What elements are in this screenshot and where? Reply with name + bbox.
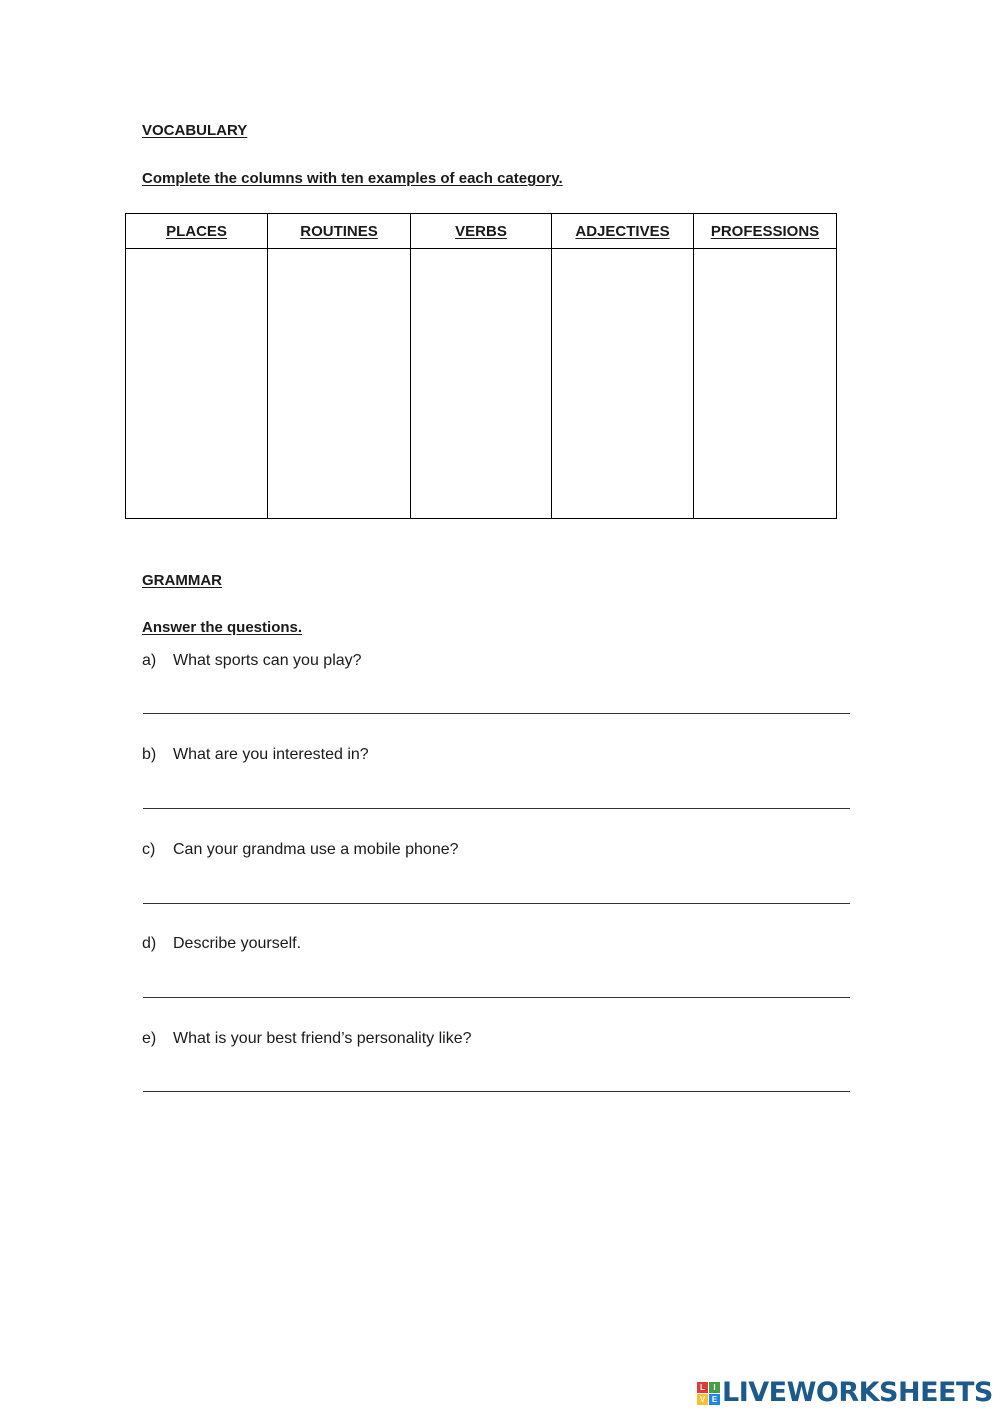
question-item	[142, 746, 369, 764]
question-text: What is your best friend’s personality like?	[173, 1030, 472, 1047]
answer-line-e[interactable]	[143, 1091, 850, 1092]
professions-answer-cell[interactable]	[694, 249, 837, 519]
vocabulary-heading: VOCABULARY	[142, 122, 248, 139]
logo-tile: V	[697, 1394, 708, 1405]
answer-line-b[interactable]	[143, 808, 850, 809]
question-item	[142, 841, 459, 859]
liveworksheets-logo	[697, 1376, 993, 1410]
logo-tile: I	[709, 1382, 720, 1393]
vocabulary-table	[125, 213, 837, 519]
question-letter: e)	[142, 1030, 157, 1047]
column-header-places: PLACES	[126, 214, 268, 249]
answer-line-a[interactable]	[143, 713, 850, 714]
adjectives-answer-cell[interactable]	[552, 249, 694, 519]
column-header-professions: PROFESSIONS	[694, 214, 837, 249]
table-header-row	[126, 214, 837, 249]
question-letter: b)	[142, 746, 157, 763]
column-header-verbs: VERBS	[411, 214, 552, 249]
liveworksheets-logo-icon	[697, 1382, 720, 1405]
vocabulary-instruction: Complete the columns with ten examples of each category.	[142, 170, 563, 187]
answer-line-c[interactable]	[143, 903, 850, 904]
question-text: Can your grandma use a mobile phone?	[173, 841, 459, 858]
table-answer-row	[126, 249, 837, 519]
grammar-instruction: Answer the questions.	[142, 619, 303, 636]
question-text: What sports can you play?	[173, 652, 362, 669]
column-header-routines: ROUTINES	[268, 214, 411, 249]
grammar-heading: GRAMMAR	[142, 572, 222, 589]
column-header-adjectives: ADJECTIVES	[552, 214, 694, 249]
liveworksheets-logo-text: LIVEWORKSHEETS	[722, 1377, 993, 1408]
question-letter: d)	[142, 935, 157, 952]
logo-tile: L	[697, 1382, 708, 1393]
question-item	[142, 1030, 472, 1048]
question-item	[142, 935, 301, 953]
question-text: Describe yourself.	[173, 935, 302, 952]
question-letter: c)	[142, 841, 156, 858]
places-answer-cell[interactable]	[126, 249, 268, 519]
verbs-answer-cell[interactable]	[411, 249, 552, 519]
question-item	[142, 652, 362, 670]
routines-answer-cell[interactable]	[268, 249, 411, 519]
question-letter: a)	[142, 652, 157, 669]
answer-line-d[interactable]	[143, 997, 850, 998]
logo-tile: E	[709, 1394, 720, 1405]
question-text: What are you interested in?	[173, 746, 369, 763]
